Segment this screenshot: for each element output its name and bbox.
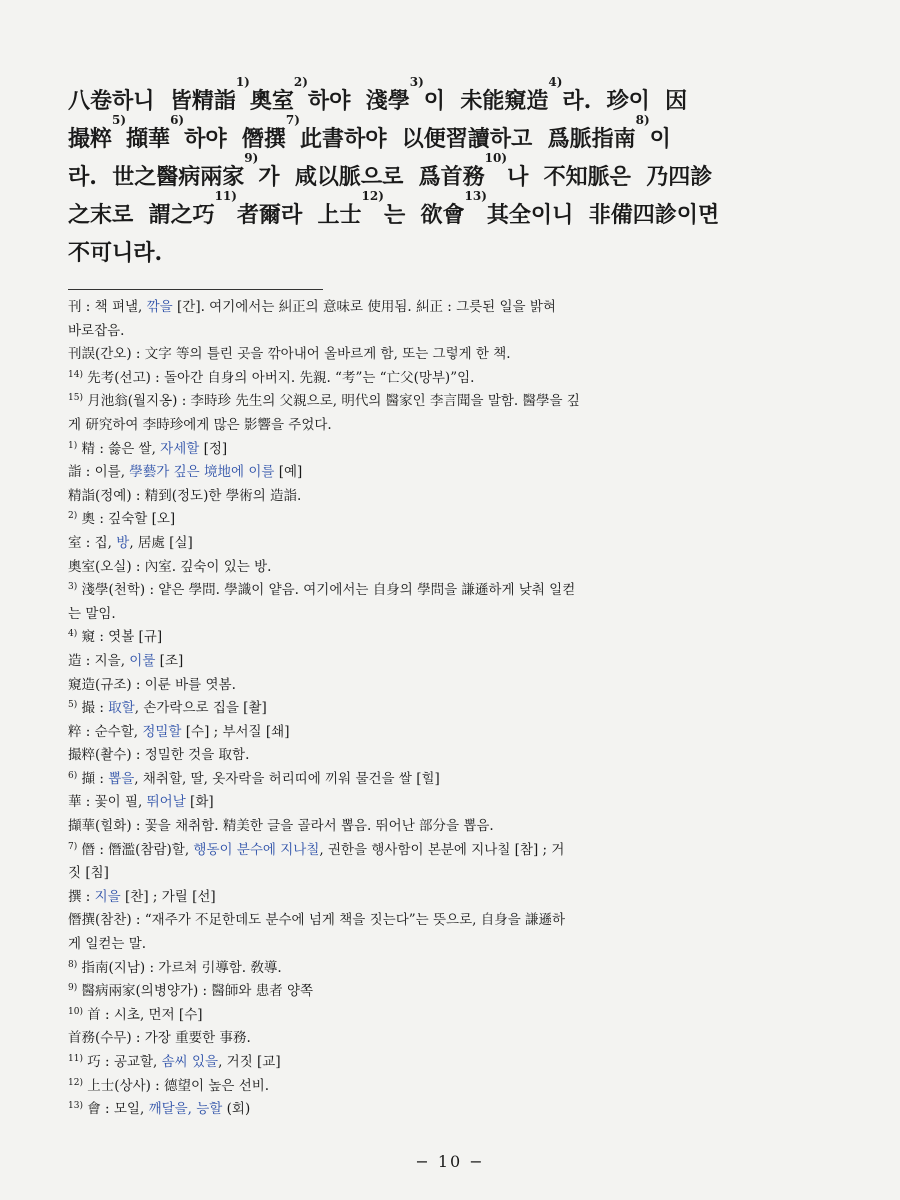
footnote-marker: 7) bbox=[68, 841, 78, 852]
text-run: 는 欲會 bbox=[383, 202, 465, 228]
text-run: 撮粹(촬수) : 정밀한 것을 取함. bbox=[68, 747, 250, 764]
text-run: 造 : 지을, bbox=[68, 652, 130, 669]
text-run: 라. 珍이 因 bbox=[562, 88, 688, 114]
footnote-marker: 12) bbox=[68, 1077, 83, 1088]
text-run: [정] bbox=[199, 440, 228, 457]
text-run: [수] ; 부서질 [쇄] bbox=[181, 723, 290, 740]
highlighted-meaning: 행동이 분수에 지나칠 bbox=[193, 841, 320, 858]
highlighted-meaning: 取할 bbox=[108, 700, 135, 717]
footnote-line bbox=[68, 296, 838, 320]
footnote-line bbox=[68, 721, 838, 745]
footnote-marker: 2) bbox=[293, 75, 308, 89]
footnote-divider bbox=[68, 289, 323, 290]
text-run: 詣 : 이를, bbox=[68, 464, 130, 481]
footnote-marker: 11) bbox=[214, 189, 237, 203]
footnote-line bbox=[68, 886, 838, 910]
footnote-marker: 7) bbox=[285, 113, 300, 127]
text-run: 짓 [침] bbox=[68, 865, 109, 882]
text-run: 者爾라 上士 bbox=[236, 202, 362, 228]
highlighted-meaning: 깎을 bbox=[146, 299, 173, 315]
footnote-line bbox=[68, 697, 838, 721]
text-run: [조] bbox=[155, 652, 184, 669]
text-run: 라. 世之醫病兩家 bbox=[68, 164, 245, 190]
main-text-line bbox=[68, 189, 838, 234]
text-run: 撰 : bbox=[68, 888, 95, 905]
text-run: , 居處 [실] bbox=[129, 534, 193, 551]
footnote-marker: 8) bbox=[635, 113, 650, 127]
footnote-line bbox=[68, 909, 838, 933]
text-run: 精詣(정예) : 精到(정도)한 學術의 造詣. bbox=[68, 487, 302, 504]
text-run: , 권한을 행사함이 본분에 지나칠 [참] ; 거 bbox=[319, 841, 565, 858]
text-run: 바로잡음. bbox=[68, 322, 125, 339]
text-run: [찬] ; 가릴 [선] bbox=[120, 888, 216, 905]
text-run: 指南(지남) : 가르쳐 引導함. 敎導. bbox=[77, 959, 282, 976]
footnote-line bbox=[68, 933, 838, 957]
footnote-marker: 3) bbox=[409, 75, 424, 89]
text-run: 之末로 謂之巧 bbox=[68, 202, 215, 228]
footnote-marker: 5) bbox=[68, 700, 78, 711]
footnote-line bbox=[68, 862, 838, 886]
footnote-marker: 8) bbox=[68, 959, 78, 970]
highlighted-meaning: 지을 bbox=[94, 888, 121, 905]
highlighted-meaning: 깨달을, 능할 bbox=[148, 1101, 223, 1118]
text-run: 하야 僭撰 bbox=[184, 126, 286, 152]
footnote-marker: 6) bbox=[170, 113, 185, 127]
text-run: 此書하야 以便習讀하고 爲脈指南 bbox=[299, 126, 636, 152]
text-run: 이 bbox=[649, 126, 671, 152]
text-run: 淺學(천학) : 얕은 學問. 學識이 얕음. 여기에서는 自身의 學問을 謙遜하게 낮춰 일컫 bbox=[77, 582, 576, 599]
footnote-line bbox=[68, 650, 838, 674]
text-run: , 거짓 [교] bbox=[218, 1054, 281, 1070]
text-run: 奧室 bbox=[249, 88, 294, 114]
text-run: 는 말임. bbox=[68, 605, 116, 622]
text-run: 八卷하니 皆精詣 bbox=[68, 88, 236, 114]
footnote-marker: 12) bbox=[361, 189, 384, 203]
text-run: 擷華 bbox=[126, 126, 171, 152]
text-run: 精 : 쓿은 쌀, bbox=[77, 440, 161, 457]
footnote-marker: 3) bbox=[68, 582, 78, 593]
highlighted-meaning: 뽑을 bbox=[108, 770, 135, 787]
text-run: 奧 : 깊숙할 [오] bbox=[77, 511, 176, 528]
footnote-line bbox=[68, 343, 838, 367]
text-run: 奧室(오실) : 內室. 깊숙이 있는 방. bbox=[68, 558, 272, 575]
footnote-marker: 10) bbox=[68, 1006, 83, 1017]
main-text-line bbox=[68, 151, 838, 196]
footnote-line bbox=[68, 367, 838, 391]
footnote-line bbox=[68, 508, 838, 532]
footnote-marker: 11) bbox=[68, 1054, 83, 1064]
footnote-marker: 1) bbox=[235, 75, 250, 89]
footnote-line bbox=[68, 320, 838, 344]
text-run: 上士(상사) : 德望이 높은 선비. bbox=[82, 1077, 270, 1094]
footnote-marker: 15) bbox=[68, 393, 83, 404]
text-run: 華 : 꽃이 필, bbox=[68, 794, 147, 811]
footnote-line bbox=[68, 957, 838, 981]
footnote-line bbox=[68, 579, 838, 603]
highlighted-meaning: 이룰 bbox=[129, 652, 156, 669]
text-run: 刊誤(간오) : 文字 等의 틀린 곳을 깎아내어 올바르게 함, 또는 그렇게 한 책. bbox=[68, 346, 511, 363]
footnote-line bbox=[68, 1004, 838, 1028]
footnote-marker: 6) bbox=[68, 770, 78, 781]
footnote-line bbox=[68, 791, 838, 815]
text-run: 會 : 모일, bbox=[82, 1101, 149, 1118]
text-run: (회) bbox=[222, 1101, 251, 1118]
text-run: 擷 : bbox=[77, 770, 109, 787]
text-run: 刊 : 책 펴낼, bbox=[68, 299, 147, 315]
footnote-line bbox=[68, 603, 838, 627]
footnote-line bbox=[68, 768, 838, 792]
text-run: 其全이니 非備四診이면 bbox=[486, 202, 720, 228]
text-run: 不可니라. bbox=[68, 240, 163, 266]
footnote-marker: 9) bbox=[244, 151, 259, 165]
text-run: 僭撰(참찬) : “재주가 不足한데도 분수에 넘게 책을 짓는다”는 뜻으로, 自身을 謙遜하 bbox=[68, 912, 566, 929]
text-run: 僭 : 僭濫(참람)할, bbox=[77, 841, 194, 858]
footnote-marker: 14) bbox=[68, 369, 83, 380]
footnote-marker: 4) bbox=[68, 629, 78, 640]
footnote-marker: 2) bbox=[68, 511, 78, 522]
footnote-line bbox=[68, 1027, 838, 1051]
highlighted-meaning: 學藝가 깊은 境地에 이를 bbox=[129, 464, 275, 481]
main-text-line bbox=[68, 234, 838, 272]
footnote-line bbox=[68, 815, 838, 839]
text-run: [예] bbox=[274, 464, 303, 481]
text-run: 나 不知脈은 乃四診 bbox=[507, 164, 713, 190]
text-run: 게 일컫는 말. bbox=[68, 936, 147, 953]
footnote-marker: 9) bbox=[68, 983, 78, 994]
text-run: 게 研究하여 李時珍에게 많은 影響을 주었다. bbox=[68, 416, 332, 433]
text-run: 窺 : 엿볼 [규] bbox=[77, 629, 163, 646]
highlighted-meaning: 정밀할 bbox=[142, 723, 182, 740]
text-run: 月池翁(월지옹) : 李時珍 先生의 父親으로, 明代의 醫家인 李言聞을 말함. 醫學을 깊 bbox=[82, 393, 580, 410]
text-run: 擷華(힐화) : 꽃을 채취함. 精美한 글을 골라서 뽑음. 뛰어난 部分을 뽑음. bbox=[68, 818, 494, 835]
footnote-line bbox=[68, 1051, 838, 1075]
highlighted-meaning: 방 bbox=[116, 534, 130, 551]
text-run: 巧 : 공교할, bbox=[82, 1054, 162, 1070]
text-run: 首 : 시초, 먼저 [수] bbox=[82, 1006, 203, 1023]
text-run: 首務(수무) : 가장 重要한 事務. bbox=[68, 1030, 251, 1047]
footnote-line bbox=[68, 839, 838, 863]
highlighted-meaning: 뛰어날 bbox=[146, 794, 186, 811]
footnote-marker: 10) bbox=[484, 151, 508, 165]
footnote-line bbox=[68, 980, 838, 1004]
footnote-line bbox=[68, 674, 838, 698]
footnote-line bbox=[68, 485, 838, 509]
footnote-marker: 4) bbox=[548, 75, 563, 89]
footnote-marker: 13) bbox=[68, 1101, 83, 1112]
text-run: 室 : 집, bbox=[68, 534, 117, 551]
text-run: 醫病兩家(의병양가) : 醫師와 患者 양쪽 bbox=[77, 983, 314, 1000]
text-run: 窺造(규조) : 이룬 바를 엿봄. bbox=[68, 676, 236, 693]
text-run: 하야 淺學 bbox=[307, 88, 410, 114]
footnote-line bbox=[68, 1075, 838, 1099]
footnote-marker: 13) bbox=[464, 189, 487, 203]
text-run: , 손가락으로 집을 [촬] bbox=[134, 700, 267, 717]
text-run: 撮 : bbox=[77, 700, 109, 717]
footnote-line bbox=[68, 461, 838, 485]
highlighted-meaning: 솜씨 있을 bbox=[161, 1054, 219, 1070]
footnote-line bbox=[68, 556, 838, 580]
footnotes-block bbox=[68, 296, 838, 1122]
footnote-line bbox=[68, 414, 838, 438]
footnote-line bbox=[68, 1098, 838, 1122]
text-run: 撮粹 bbox=[68, 126, 113, 152]
footnote-line bbox=[68, 532, 838, 556]
footnote-marker: 1) bbox=[68, 440, 78, 451]
main-text-line bbox=[68, 113, 838, 158]
page-number: − 10 − bbox=[415, 1152, 485, 1171]
text-run: 이 未能窺造 bbox=[423, 88, 549, 114]
text-run: 粹 : 순수할, bbox=[68, 723, 143, 740]
text-run: 先考(선고) : 돌아간 自身의 아버지. 先親. “考”는 “亡父(망부)”임. bbox=[82, 369, 475, 386]
main-text-block bbox=[68, 75, 838, 272]
footnote-line bbox=[68, 390, 838, 414]
footnote-line bbox=[68, 626, 838, 650]
highlighted-meaning: 자세할 bbox=[160, 440, 200, 457]
text-run: , 채취할, 딸, 옷자락을 허리띠에 끼워 물건을 쌀 [힐] bbox=[134, 770, 440, 787]
footnote-line bbox=[68, 438, 838, 462]
footnote-marker: 5) bbox=[112, 113, 127, 127]
footnote-line bbox=[68, 744, 838, 768]
text-run: [간]. 여기에서는 糾正의 意味로 使用됨. 糾正 : 그릇된 일을 밝혀 bbox=[172, 299, 556, 315]
text-run: [화] bbox=[185, 794, 214, 811]
text-run: 가 咸以脈으로 爲首務 bbox=[258, 164, 485, 190]
